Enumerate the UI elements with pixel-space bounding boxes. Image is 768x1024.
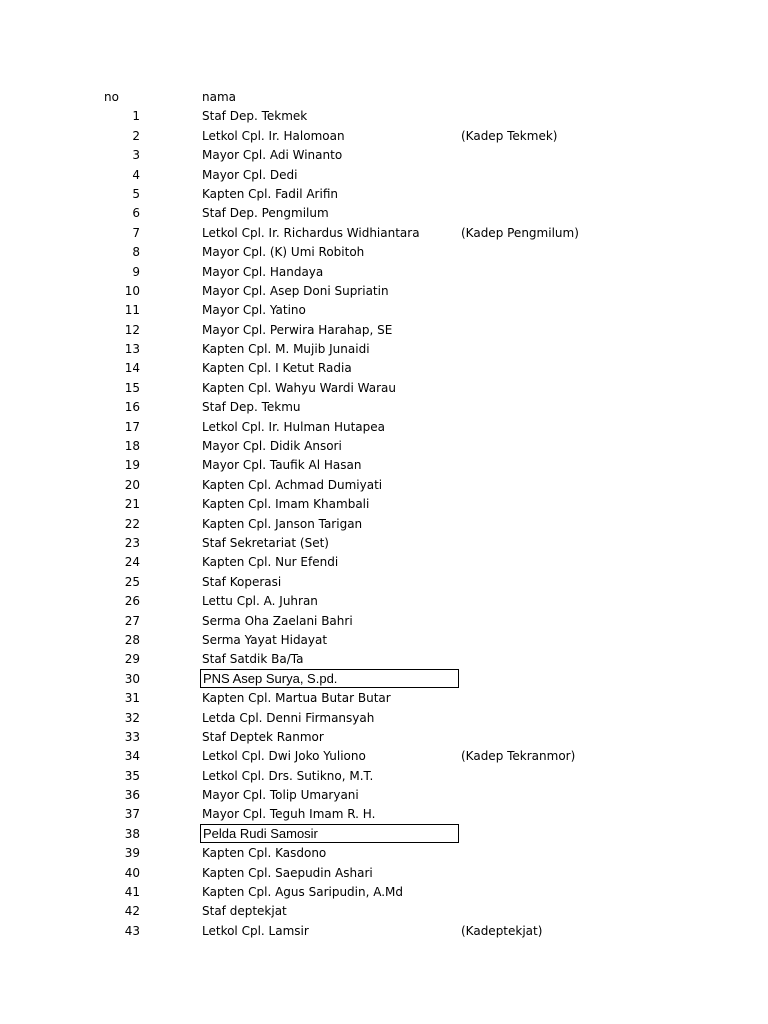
row-name: Kapten Cpl. Saepudin Ashari (202, 865, 373, 880)
table-row (0, 631, 768, 650)
row-number: 28 (124, 632, 140, 647)
table-row (0, 456, 768, 475)
row-number: 30 (124, 671, 140, 686)
table-row (0, 844, 768, 863)
personnel-table (0, 88, 768, 941)
table-row (0, 612, 768, 631)
row-name: Mayor Cpl. Asep Doni Supriatin (202, 283, 389, 298)
table-row (0, 263, 768, 282)
table-row (0, 437, 768, 456)
table-row (0, 670, 768, 689)
table-row (0, 515, 768, 534)
row-number: 23 (124, 535, 140, 550)
row-name-boxed-cell: PNS Asep Surya, S.pd. (200, 669, 459, 688)
table-row (0, 185, 768, 204)
row-number: 29 (124, 652, 140, 667)
row-number: 43 (124, 923, 140, 938)
table-row (0, 379, 768, 398)
table-row (0, 728, 768, 747)
row-name: Kapten Cpl. I Ketut Radia (202, 361, 352, 376)
row-number: 40 (124, 865, 140, 880)
row-number: 25 (124, 574, 140, 589)
table-row (0, 321, 768, 340)
row-number: 11 (124, 303, 140, 318)
row-number: 19 (124, 458, 140, 473)
table-row (0, 883, 768, 902)
row-name: Mayor Cpl. Didik Ansori (202, 439, 342, 454)
row-name: Letkol Cpl. Dwi Joko Yuliono (202, 749, 366, 764)
row-name: Mayor Cpl. Dedi (202, 167, 298, 182)
row-note: (Kadep Tekranmor) (461, 749, 576, 764)
row-number: 14 (124, 361, 140, 376)
row-name: Letda Cpl. Denni Firmansyah (202, 710, 375, 725)
row-name: Letkol Cpl. Drs. Sutikno, M.T. (202, 768, 374, 783)
table-row (0, 146, 768, 165)
table-row (0, 359, 768, 378)
table-row (0, 786, 768, 805)
row-number: 31 (124, 691, 140, 706)
table-row (0, 340, 768, 359)
table-row (0, 418, 768, 437)
table-row (0, 224, 768, 243)
table-row (0, 864, 768, 883)
row-name: Mayor Cpl. Yatino (202, 303, 306, 318)
row-name: Letkol Cpl. Lamsir (202, 923, 309, 938)
row-number: 38 (124, 826, 140, 841)
row-name: Serma Oha Zaelani Bahri (202, 613, 353, 628)
table-row (0, 825, 768, 844)
row-number: 9 (132, 264, 140, 279)
row-number: 10 (124, 283, 140, 298)
row-name: Staf Deptek Ranmor (202, 729, 324, 744)
table-row (0, 398, 768, 417)
column-header-no: no (104, 90, 119, 104)
row-name: Mayor Cpl. Handaya (202, 264, 324, 279)
row-number: 1 (132, 109, 140, 124)
row-number: 17 (124, 419, 140, 434)
row-number: 37 (124, 807, 140, 822)
row-name: Kapten Cpl. Janson Tarigan (202, 516, 363, 531)
row-name: Mayor Cpl. Teguh Imam R. H. (202, 807, 376, 822)
table-row (0, 127, 768, 146)
row-name: Kapten Cpl. Wahyu Wardi Warau (202, 380, 396, 395)
row-number: 34 (124, 749, 140, 764)
table-row (0, 476, 768, 495)
row-number: 36 (124, 788, 140, 803)
row-name: Staf Dep. Tekmu (202, 400, 301, 415)
table-row (0, 301, 768, 320)
row-number: 39 (124, 846, 140, 861)
row-number: 13 (124, 342, 140, 357)
table-row (0, 166, 768, 185)
row-name: Mayor Cpl. (K) Umi Robitoh (202, 245, 365, 260)
row-number: 27 (124, 613, 140, 628)
table-row (0, 495, 768, 514)
row-number: 33 (124, 729, 140, 744)
row-name: Kapten Cpl. Kasdono (202, 846, 327, 861)
row-number: 8 (132, 245, 140, 260)
row-name: Staf Koperasi (202, 574, 282, 589)
row-name: Letkol Cpl. Ir. Halomoan (202, 128, 345, 143)
row-number: 15 (124, 380, 140, 395)
table-row (0, 282, 768, 301)
row-name: Mayor Cpl. Taufik Al Hasan (202, 458, 362, 473)
row-note: (Kadeptekjat) (461, 923, 543, 938)
row-name: Kapten Cpl. Agus Saripudin, A.Md (202, 885, 404, 900)
row-number: 41 (124, 885, 140, 900)
row-name: Mayor Cpl. Perwira Harahap, SE (202, 322, 393, 337)
table-header-row (0, 88, 768, 107)
row-name: Kapten Cpl. Achmad Dumiyati (202, 477, 383, 492)
row-number: 16 (124, 400, 140, 415)
row-name: Letkol Cpl. Ir. Richardus Widhiantara (202, 225, 420, 240)
row-name: Kapten Cpl. Martua Butar Butar (202, 691, 391, 706)
table-body (0, 107, 768, 941)
row-number: 42 (124, 904, 140, 919)
row-name: Letkol Cpl. Ir. Hulman Hutapea (202, 419, 385, 434)
table-row (0, 805, 768, 824)
column-header-nama: nama (202, 90, 237, 104)
row-name: Mayor Cpl. Adi Winanto (202, 148, 343, 163)
table-row (0, 650, 768, 669)
row-number: 32 (124, 710, 140, 725)
row-number: 7 (132, 225, 140, 240)
table-row (0, 689, 768, 708)
row-name: Mayor Cpl. Tolip Umaryani (202, 788, 359, 803)
row-number: 2 (132, 128, 140, 143)
row-name: Staf Dep. Tekmek (202, 109, 308, 124)
table-row (0, 107, 768, 126)
row-note: (Kadep Pengmilum) (461, 225, 579, 240)
row-number: 35 (124, 768, 140, 783)
row-number: 18 (124, 439, 140, 454)
row-name: Lettu Cpl. A. Juhran (202, 594, 318, 609)
row-number: 22 (124, 516, 140, 531)
table-row (0, 902, 768, 921)
row-name: Serma Yayat Hidayat (202, 632, 328, 647)
row-number: 26 (124, 594, 140, 609)
row-name: Staf Satdik Ba/Ta (202, 652, 304, 667)
row-name: Kapten Cpl. M. Mujib Junaidi (202, 342, 370, 357)
row-number: 3 (132, 148, 140, 163)
row-number: 24 (124, 555, 140, 570)
row-name: Kapten Cpl. Imam Khambali (202, 497, 370, 512)
row-number: 5 (132, 186, 140, 201)
row-number: 12 (124, 322, 140, 337)
table-row (0, 922, 768, 941)
table-row (0, 747, 768, 766)
table-row (0, 592, 768, 611)
row-number: 4 (132, 167, 140, 182)
table-row (0, 204, 768, 223)
row-name: Kapten Cpl. Nur Efendi (202, 555, 339, 570)
row-name: Kapten Cpl. Fadil Arifin (202, 186, 338, 201)
row-number: 6 (132, 206, 140, 221)
table-row (0, 534, 768, 553)
table-row (0, 709, 768, 728)
table-row (0, 573, 768, 592)
row-name-boxed-cell: Pelda Rudi Samosir (200, 824, 459, 843)
row-note: (Kadep Tekmek) (461, 128, 558, 143)
table-row (0, 767, 768, 786)
row-number: 20 (124, 477, 140, 492)
table-row (0, 553, 768, 572)
row-name: Staf deptekjat (202, 904, 287, 919)
row-number: 21 (124, 497, 140, 512)
row-name: Staf Dep. Pengmilum (202, 206, 329, 221)
table-row (0, 243, 768, 262)
row-name: Staf Sekretariat (Set) (202, 535, 329, 550)
